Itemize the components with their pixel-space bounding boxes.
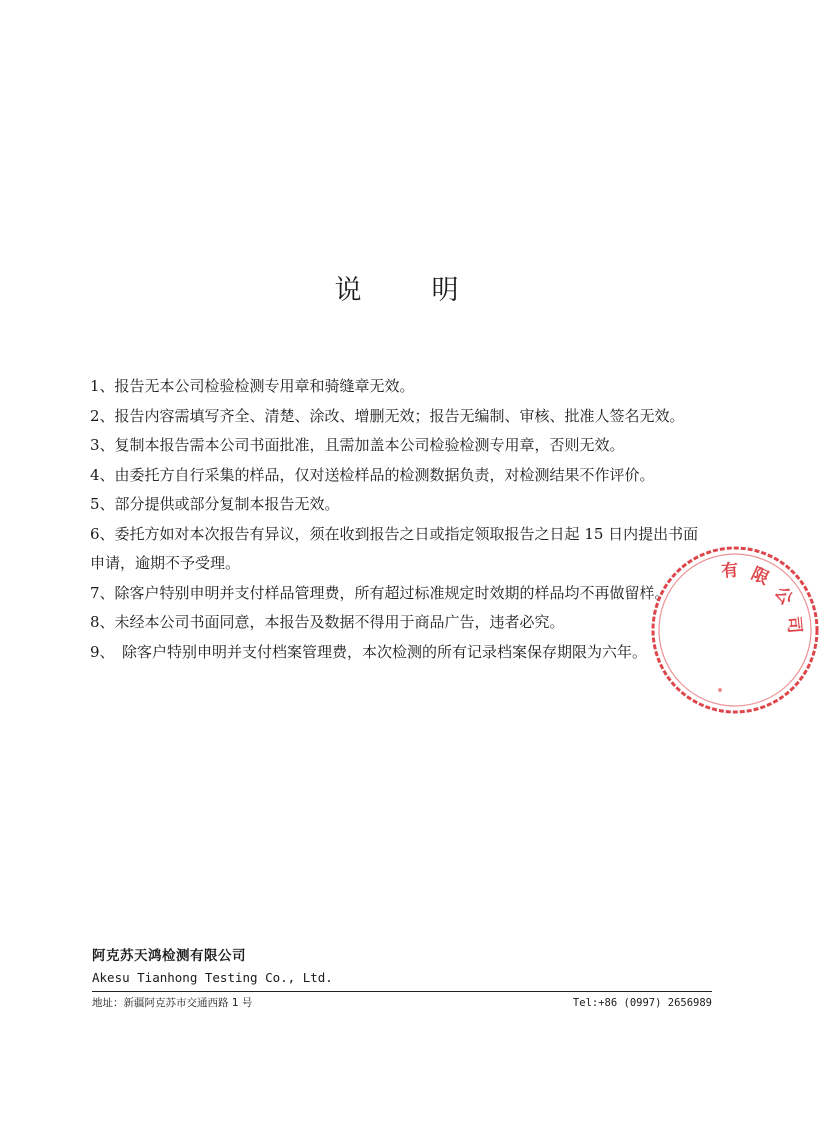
title-char-2: 明 bbox=[431, 275, 459, 306]
note-item: 3、复制本报告需本公司书面批准，且需加盖本公司检验检测专用章，否则无效。 bbox=[90, 436, 625, 454]
company-name-cn: 阿克苏天鸿检测有限公司 bbox=[92, 948, 246, 964]
note-item: 2、报告内容需填写齐全、清楚、涂改、增删无效；报告无编制、审核、批准人签名无效。 bbox=[90, 406, 685, 425]
notes-list bbox=[90, 372, 710, 667]
note-item: 4、由委托方自行采集的样品，仅对送检样品的检测数据负责，对检测结果不作评价。 bbox=[90, 465, 655, 484]
stamp-char: 有 bbox=[720, 560, 740, 582]
company-name-en: Akesu Tianhong Testing Co., Ltd. bbox=[92, 970, 333, 985]
company-address: 地址：新疆阿克苏市交通西路 1 号 bbox=[92, 997, 253, 1009]
note-item: 5、部分提供或部分复制本报告无效。 bbox=[90, 495, 340, 513]
note-item: 6、委托方如对本次报告有异议，须在收到报告之日或指定领取报告之日起 15 日内提出书面申请，逾期不予受理。 bbox=[90, 524, 699, 572]
company-telephone: Tel:+86 (0997) 2656989 bbox=[572, 997, 712, 1009]
title-char-1: 说 bbox=[334, 275, 362, 306]
page-title bbox=[0, 268, 793, 307]
stamp-char: 司 bbox=[783, 615, 805, 635]
note-item: 9、 除客户特别申明并支付档案管理费，本次检测的所有记录档案保存期限为六年。 bbox=[90, 642, 648, 661]
footer bbox=[92, 946, 712, 1009]
note-item: 8、未经本公司书面同意，本报告及数据不得用于商品广告，违者必究。 bbox=[90, 613, 565, 631]
stamp-char: 公 bbox=[770, 583, 797, 609]
company-seal-stamp bbox=[640, 540, 820, 720]
note-item: 7、除客户特别申明并支付样品管理费，所有超过标准规定时效期的样品均不再做留样。 bbox=[90, 583, 670, 602]
stamp-char: 限 bbox=[748, 563, 772, 590]
footer-divider bbox=[92, 991, 712, 992]
note-item: 1、报告无本公司检验检测专用章和骑缝章无效。 bbox=[90, 377, 415, 395]
